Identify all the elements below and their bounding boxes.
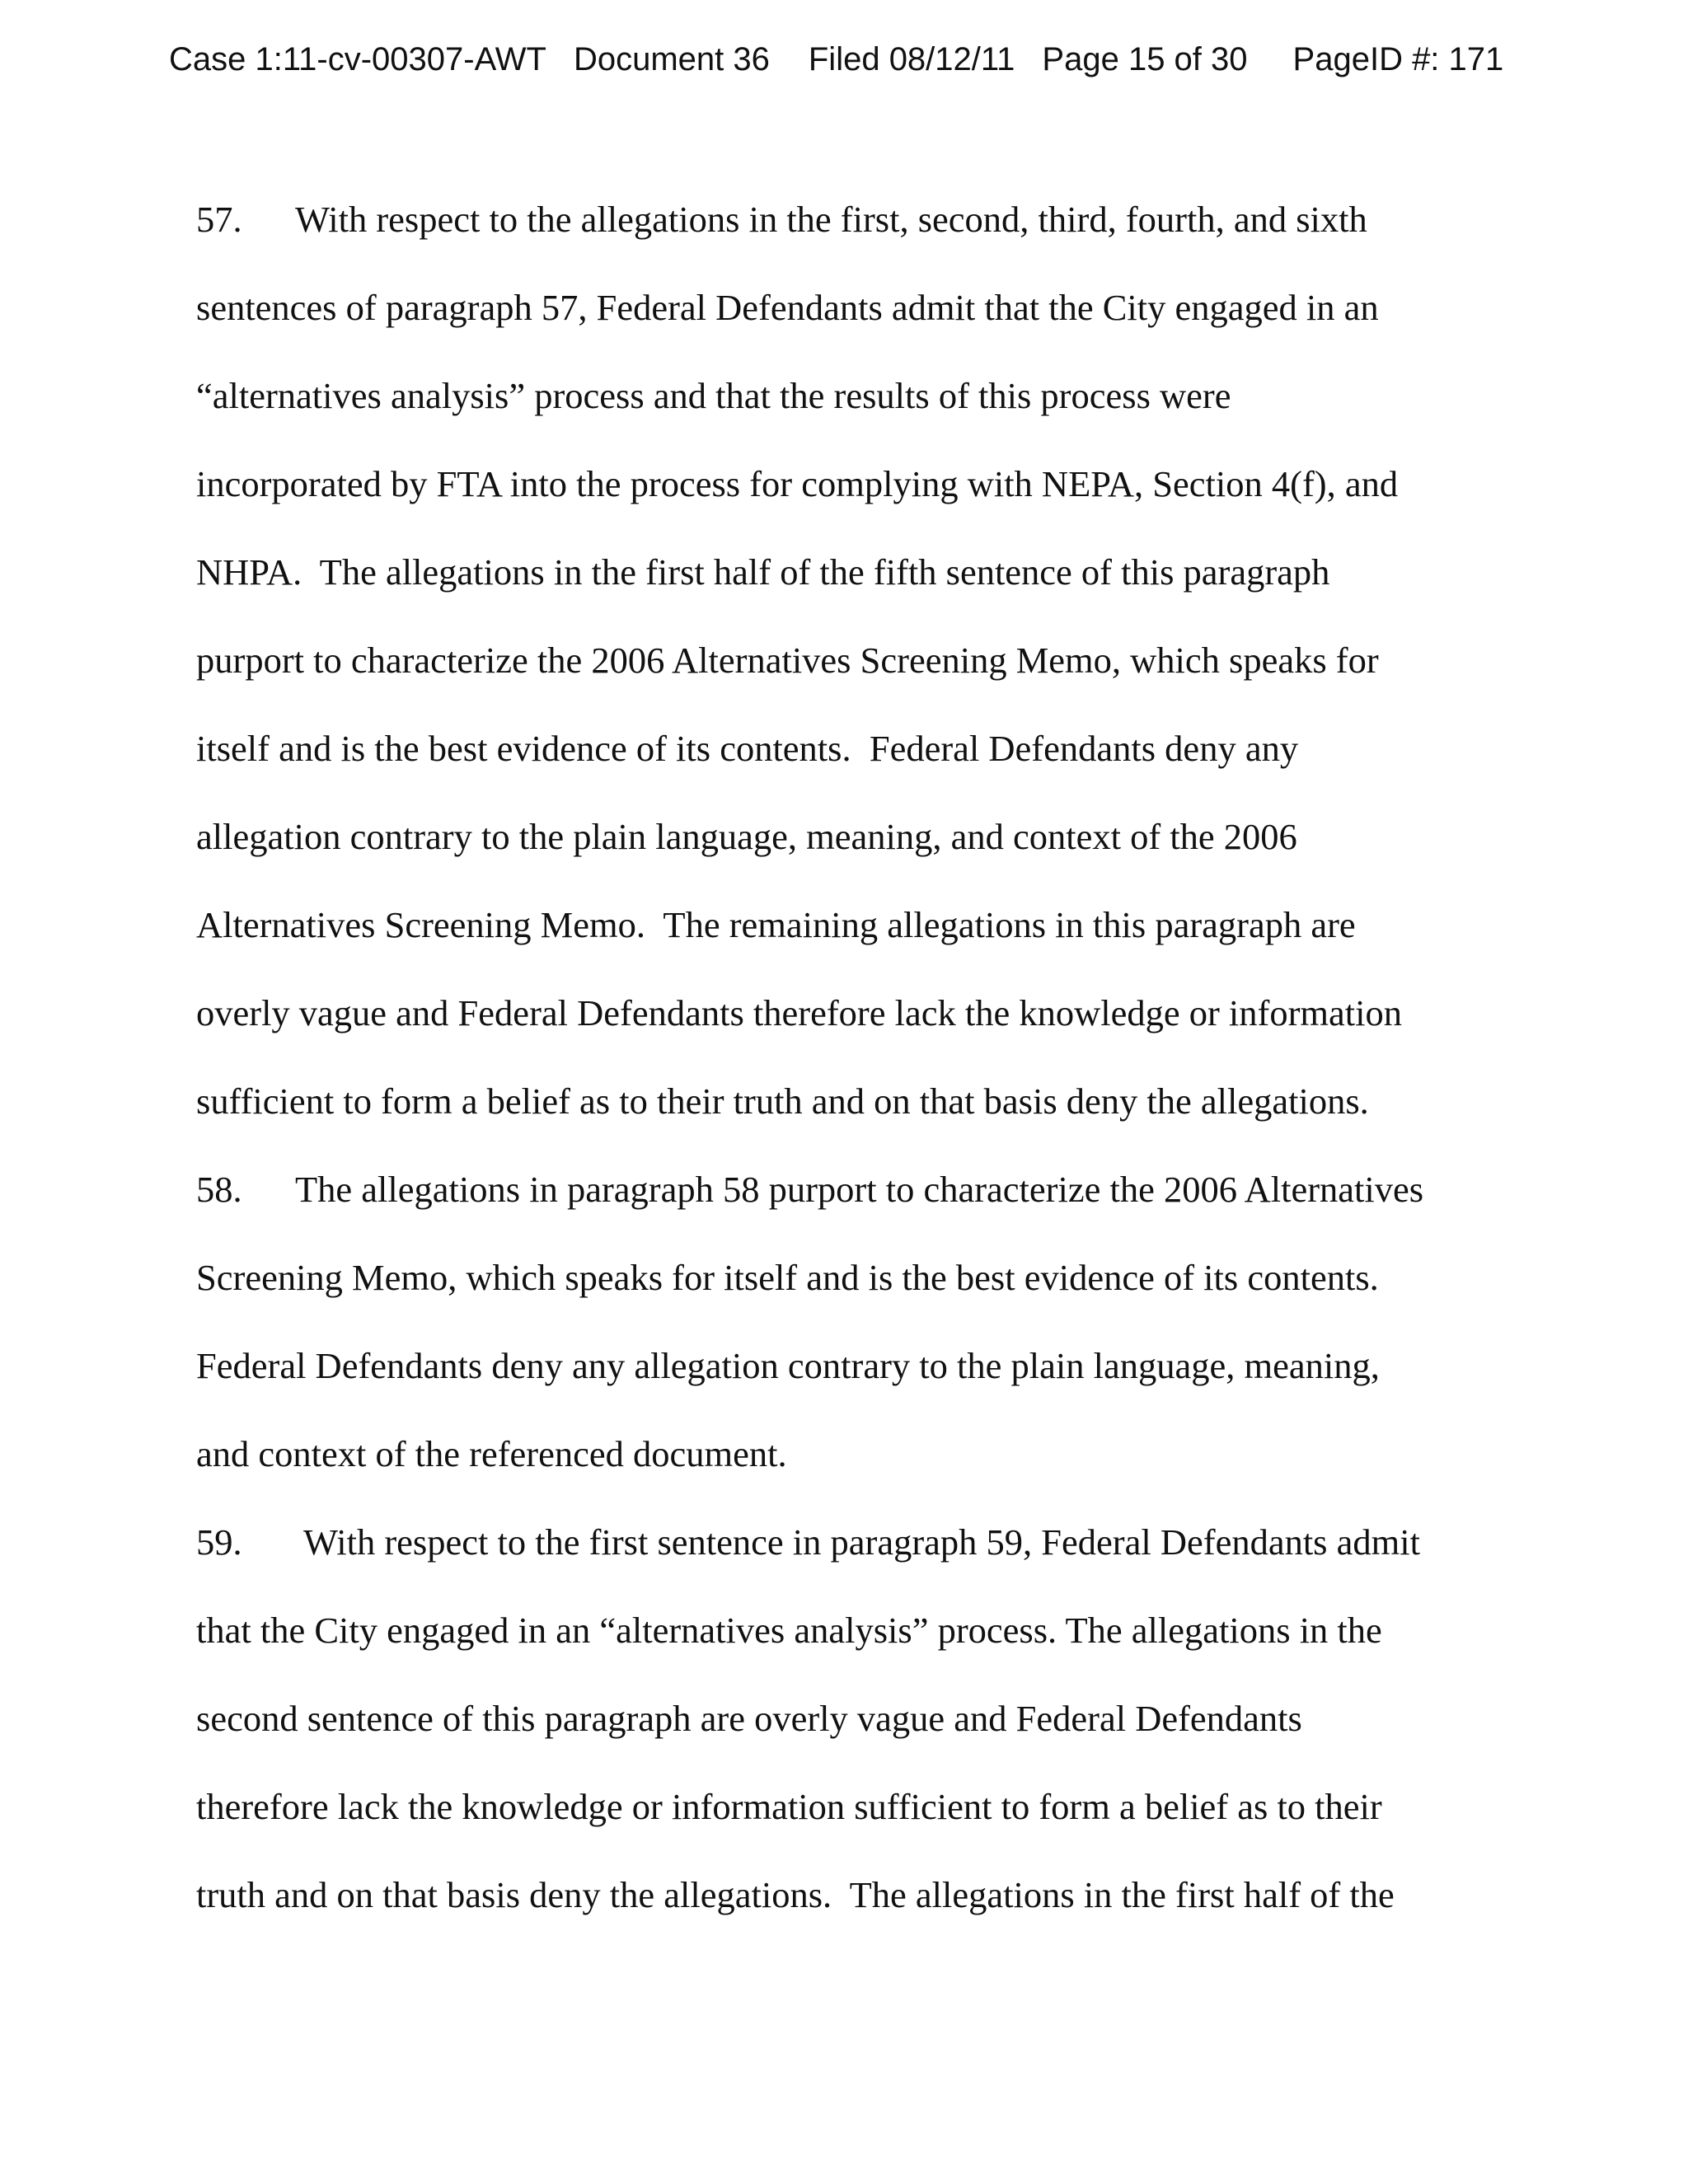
paragraph-59-line-5: truth and on that basis deny the allegations. The allegations in the first half of the <box>196 1874 1395 1915</box>
paragraph-text: With respect to the allegations in the first, second, third, fourth, and sixth <box>295 199 1367 240</box>
paragraph-58-line-2: Screening Memo, which speaks for itself and is the best evidence of its contents. <box>196 1257 1379 1298</box>
paragraph-59-line-3: second sentence of this paragraph are overly vague and Federal Defendants <box>196 1698 1302 1739</box>
filed-date: Filed 08/12/11 <box>808 40 1015 77</box>
paragraph-text: With respect to the first sentence in paragraph 59, Federal Defendants admit <box>303 1521 1420 1563</box>
case-number: Case 1:11-cv-00307-AWT <box>169 40 546 77</box>
paragraph-57-line-11: sufficient to form a belief as to their truth and on that basis deny the allegations. <box>196 1080 1369 1122</box>
paragraph-number: 58. <box>196 1169 242 1210</box>
paragraph-57-line-7: itself and is the best evidence of its contents. Federal Defendants deny any <box>196 728 1299 769</box>
paragraph-number: 59. <box>196 1521 242 1563</box>
paragraph-57-line-4: incorporated by FTA into the process for complying with NEPA, Section 4(f), and <box>196 463 1399 504</box>
paragraph-57-line-3: “alternatives analysis” process and that the results of this process were <box>196 375 1231 416</box>
page-id: PageID #: 171 <box>1292 40 1504 77</box>
paragraph-57-line-10: overly vague and Federal Defendants therefore lack the knowledge or information <box>196 992 1402 1033</box>
page-indicator: Page 15 of 30 <box>1042 40 1248 77</box>
paragraph-57-line-8: allegation contrary to the plain language, meaning, and context of the 2006 <box>196 816 1297 857</box>
paragraph-57-line-9: Alternatives Screening Memo. The remaining allegations in this paragraph are <box>196 904 1356 945</box>
paragraph-57-line-6: purport to characterize the 2006 Alternatives Screening Memo, which speaks for <box>196 640 1379 681</box>
paragraph-text: The allegations in paragraph 58 purport to characterize the 2006 Alternatives <box>295 1169 1424 1210</box>
paragraph-59-line-2: that the City engaged in an “alternatives analysis” process. The allegations in the <box>196 1610 1382 1651</box>
paragraph-57-line-2: sentences of paragraph 57, Federal Defendants admit that the City engaged in an <box>196 287 1379 328</box>
paragraph-57-line-5: NHPA. The allegations in the first half of the fifth sentence of this paragraph <box>196 551 1330 593</box>
case-header <box>169 40 1503 79</box>
paragraph-number: 57. <box>196 199 242 240</box>
paragraph-58-line-4: and context of the referenced document. <box>196 1433 787 1474</box>
paragraph-59-line-1 <box>196 1517 1420 1567</box>
paragraph-59-line-4: therefore lack the knowledge or information sufficient to form a belief as to their <box>196 1786 1382 1827</box>
paragraph-58-line-1 <box>196 1165 1423 1214</box>
paragraph-57-line-1 <box>196 194 1367 244</box>
document-number: Document 36 <box>573 40 770 77</box>
paragraph-58-line-3: Federal Defendants deny any allegation contrary to the plain language, meaning, <box>196 1345 1380 1386</box>
